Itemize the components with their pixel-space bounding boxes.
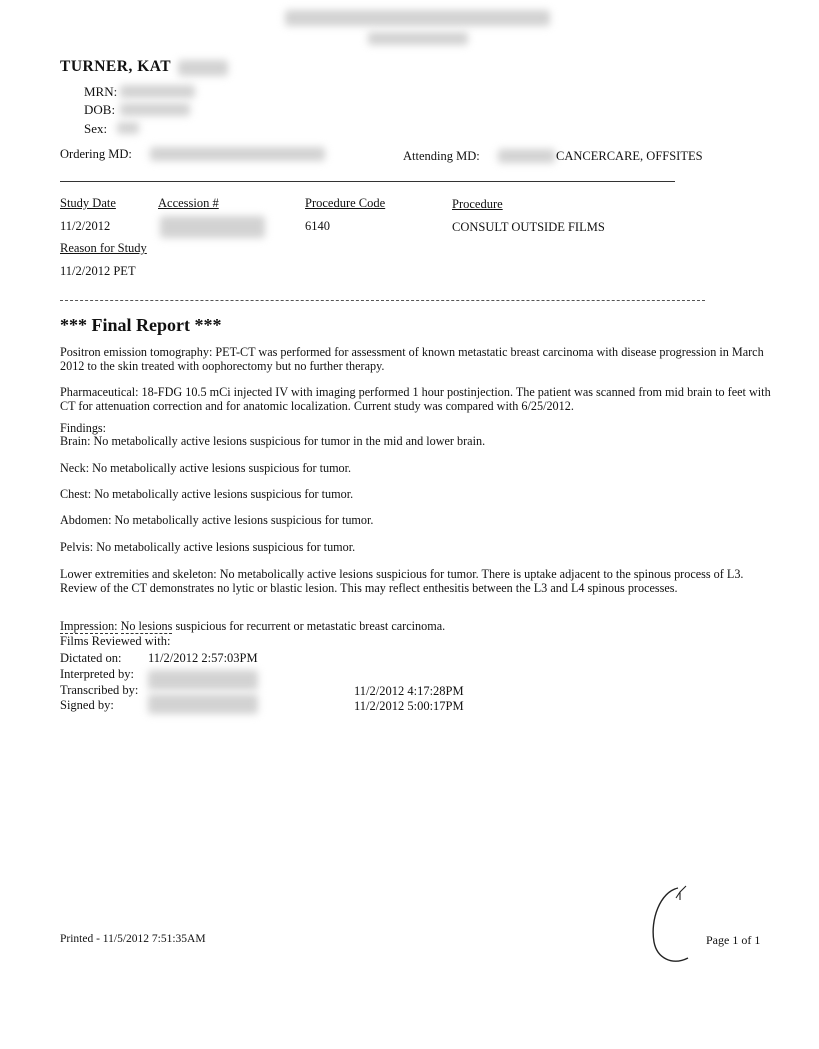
handwritten-mark: [640, 880, 710, 970]
redacted-header-line-1: [285, 10, 550, 26]
finding-neck: Neck: No metabolically active lesions suspicious for tumor.: [60, 461, 352, 475]
report-paragraph-1: Positron emission tomography: PET-CT was performed for assessment of known metastatic breast carcinoma with disease progression in March 2012 to the skin treated with oophorectomy but no further therapy.: [60, 345, 764, 373]
redacted-signed-by: [148, 694, 258, 714]
redacted-accession: [160, 216, 265, 238]
redacted-attending-md: [498, 149, 555, 163]
signed-value: 11/2/2012 5:00:17PM: [354, 699, 464, 713]
redacted-name: [178, 60, 228, 76]
page-number: Page 1 of 1: [706, 933, 761, 947]
dob-label: DOB:: [84, 102, 116, 117]
redacted-dob: [120, 103, 190, 116]
divider-solid: [60, 181, 675, 182]
procedure-code-header: Procedure Code: [305, 196, 386, 210]
study-date-header: Study Date: [60, 196, 116, 210]
finding-brain: Brain: No metabolically active lesions suspicious for tumor in the mid and lower brain.: [60, 434, 486, 448]
divider-dashed: [60, 300, 705, 301]
reason-label: Reason for Study: [60, 241, 147, 255]
interpreted-label: Interpreted by:: [60, 667, 134, 681]
impression: [60, 620, 775, 634]
attending-md-value: CANCERCARE, OFFSITES: [556, 149, 703, 163]
findings-label: Findings:: [60, 421, 107, 435]
mrn-label: MRN:: [84, 84, 118, 99]
printed-timestamp: Printed - 11/5/2012 7:51:35AM: [60, 933, 206, 945]
redacted-header-line-2: [368, 32, 468, 45]
redacted-sex: [117, 122, 139, 134]
films-reviewed-label: Films Reviewed with:: [60, 634, 171, 648]
report-title: *** Final Report ***: [60, 315, 222, 335]
finding-chest: Chest: No metabolically active lesions suspicious for tumor.: [60, 487, 354, 501]
procedure-header: Procedure: [452, 197, 503, 211]
patient-name: TURNER, KAT: [60, 58, 172, 75]
impression-label: Impression:: [60, 619, 118, 633]
procedure-value: CONSULT OUTSIDE FILMS: [452, 220, 605, 234]
study-date-value: 11/2/2012: [60, 219, 111, 233]
finding-abdomen: Abdomen: No metabolically active lesions suspicious for tumor.: [60, 513, 374, 527]
redacted-mrn: [120, 85, 195, 98]
dictated-value: 11/2/2012 2:57:03PM: [148, 651, 258, 665]
ordering-md-label: Ordering MD:: [60, 147, 132, 161]
impression-no-lesions: No lesions: [120, 619, 173, 633]
finding-lower: Lower extremities and skeleton: No metabolically active lesions suspicious for tumor. There is uptake adjacent to the spinous process of L3. Review of the CT demonstrates no lytic or blastic lesion. This may reflect enthesitis between the L3 and L4 spinous processes.: [60, 567, 744, 595]
finding-pelvis: Pelvis: No metabolically active lesions suspicious for tumor.: [60, 540, 356, 554]
redacted-ordering-md: [150, 147, 325, 161]
dictated-label: Dictated on:: [60, 651, 122, 665]
reason-value: 11/2/2012 PET: [60, 264, 136, 278]
redacted-transcribed-by: [148, 670, 258, 690]
transcribed-label: Transcribed by:: [60, 683, 139, 697]
attending-md-label: Attending MD:: [403, 149, 480, 163]
sex-label: Sex:: [84, 121, 108, 136]
signed-label: Signed by:: [60, 698, 114, 712]
procedure-code-value: 6140: [305, 219, 330, 233]
transcribed-value: 11/2/2012 4:17:28PM: [354, 684, 464, 698]
accession-header: Accession #: [158, 196, 219, 210]
report-paragraph-2: Pharmaceutical: 18-FDG 10.5 mCi injected IV with imaging performed 1 hour postinjection. The patient was scanned from mid brain to feet with CT for attenuation correction and for anatomic localization. Current study was compared with 6/25/2012.: [60, 385, 771, 413]
impression-text: suspicious for recurrent or metastatic breast carcinoma.: [172, 619, 446, 633]
